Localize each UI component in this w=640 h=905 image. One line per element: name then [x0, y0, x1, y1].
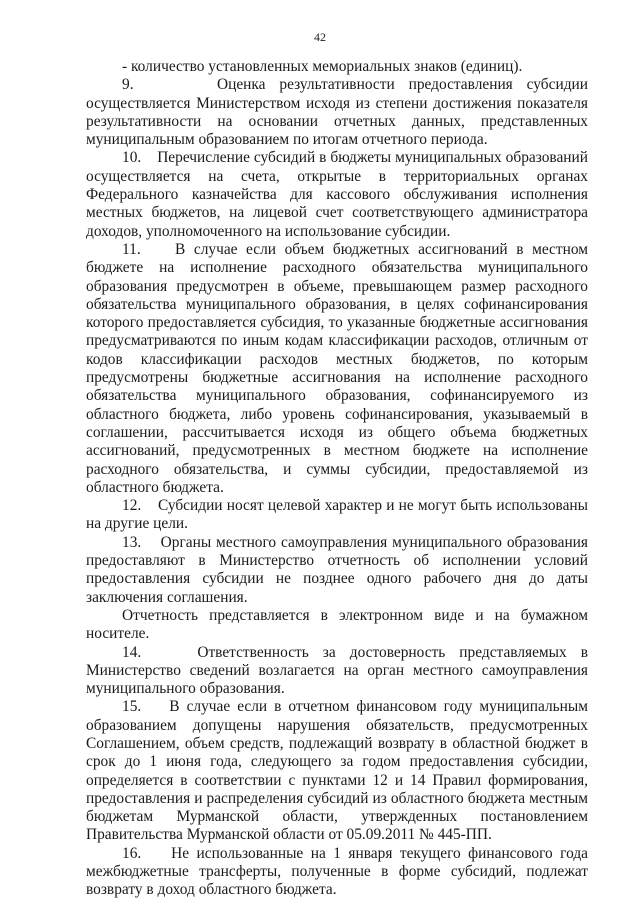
paragraph-text: - количество установленных мемориальных знаков (единиц).	[122, 58, 523, 75]
paragraph-item-list-entry	[86, 58, 588, 76]
paragraph-14	[86, 644, 588, 699]
paragraph-16	[86, 845, 588, 900]
paragraph-number: 13.	[122, 533, 142, 551]
paragraph-13	[86, 534, 588, 607]
paragraph-13-continued	[86, 607, 588, 644]
paragraph-text: Отчетность представляется в электронном виде и на бумажном носителе.	[86, 606, 588, 643]
page-number: 42	[314, 30, 326, 44]
paragraph-15	[86, 698, 588, 844]
paragraph-number: 16.	[122, 844, 142, 862]
paragraph-12	[86, 497, 588, 534]
paragraph-10	[86, 149, 588, 240]
paragraph-text: Ответственность за достоверность представляемых в Министерство сведений возлагается на орган местного самоуправления муниципального образования.	[86, 643, 588, 698]
document-body	[86, 58, 588, 900]
paragraph-text: В случае если в отчетном финансовом году муниципальным образованием допущены нарушения обязательств, предусмотренных Соглашением, объем средств, подлежащий возврату в областной бюджет в срок до 1 июня года, следующего за годом предоставления субсидии, определяется в соответствии с пунктами 12 и 14 Правил формирования, предоставления и распределения субсидий из областного бюджета местным бюджетам Мурманской области, утвержденных постановлением Правительства Мурманской области от 05.09.2011 № 445-ПП.	[86, 698, 588, 844]
paragraph-9	[86, 76, 588, 149]
paragraph-number: 10.	[122, 149, 142, 167]
paragraph-text: Не использованные на 1 января текущего финансового года межбюджетные трансферты, полученные в форме субсидий, подлежат возврату в доход областного бюджета.	[86, 844, 588, 899]
paragraph-11	[86, 241, 588, 497]
paragraph-text: Органы местного самоуправления муниципального образования предоставляют в Министерство отчетность об исполнении условий предоставления субсидии не позднее одного рабочего дня до даты заключения соглашения.	[86, 533, 588, 606]
paragraph-number: 11.	[122, 240, 141, 258]
paragraph-number: 14.	[122, 643, 142, 661]
paragraph-text: Субсидии носят целевой характер и не могут быть использованы на другие цели.	[86, 497, 589, 533]
paragraph-text: Перечисление субсидий в бюджеты муниципальных образований осуществляется на счета, открытые в территориальных органах Федерального казначейства для кассового обслуживания исполнения местных бюджетов, на лицевой счет соответствующего администратора доходов, уполномоченного на использование субсидии.	[86, 149, 589, 240]
paragraph-text: Оценка результативности предоставления субсидии осуществляется Министерством исходя из степени достижения показателя результативности на основании отчетных данных, представленных муниципальным образованием по итогам отчетного периода.	[86, 76, 588, 149]
paragraph-number: 9.	[122, 76, 134, 94]
paragraph-number: 15.	[122, 698, 142, 716]
paragraph-text: В случае если объем бюджетных ассигнований в местном бюджете на исполнение расходного обязательства муниципального образования предусмотрен в объеме, превышающем размер расходного обязательства муниципального образования, в целях софинансирования которого предоставляется субсидия, то указанные бюджетные ассигнования предусматриваются по иным кодам классификации расходов, отличным от кодов классификации расходов местных бюджетов, по которым предусмотрены бюджетные ассигнования на исполнение расходного обязательства муниципального образования, софинансируемого из областного бюджета, либо уровень софинансирования, указываемый в соглашении, рассчитывается исходя из общего объема бюджетных ассигнований, предусмотренных в местном бюджете на исполнение расходного обязательства, и суммы субсидии, предоставляемой из областного бюджета.	[86, 240, 588, 496]
paragraph-number: 12.	[122, 497, 142, 515]
